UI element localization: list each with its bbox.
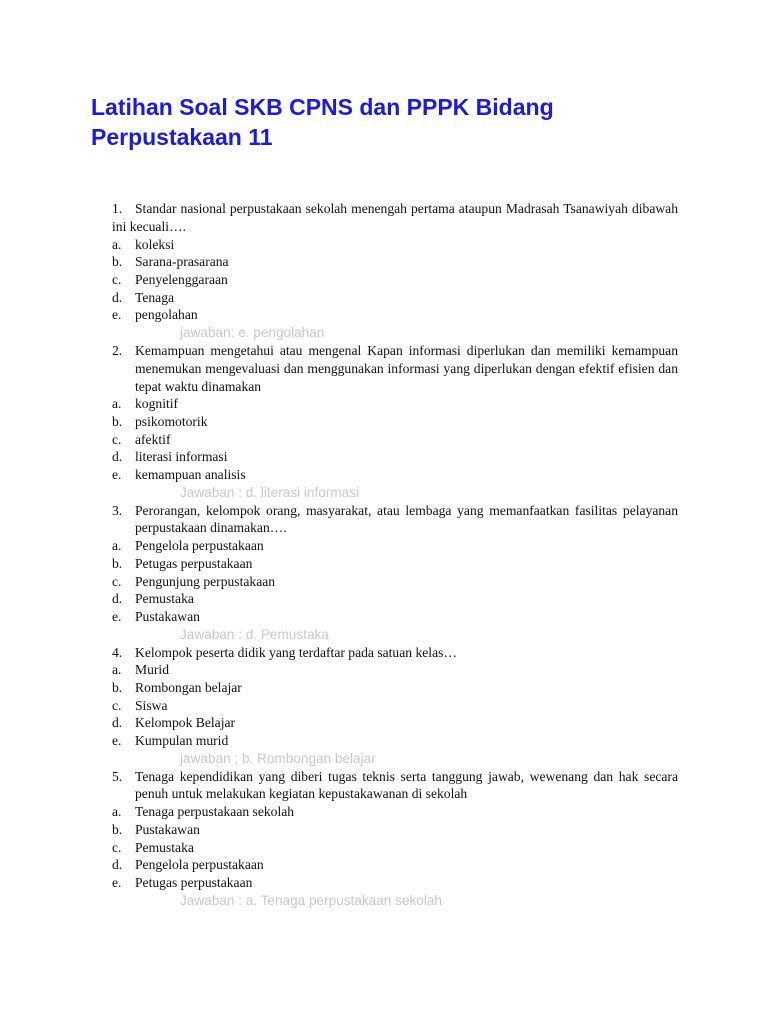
option-text: Rombongan belajar (135, 680, 242, 696)
answer-key: Jawaban : d. Pemustaka (180, 626, 329, 642)
answer-option (112, 697, 678, 715)
answer-option (112, 448, 678, 466)
question-stem (112, 200, 678, 236)
answer-option (112, 289, 678, 307)
answer-option (112, 821, 678, 839)
answer-option (112, 661, 678, 679)
answer-option (112, 874, 678, 892)
question-text: Perorangan, kelompok orang, masyarakat, atau lembaga yang memanfaatkan fasilitas pelayanan perpustakaan dinamakan…. (135, 502, 678, 536)
option-letter: b. (112, 414, 123, 429)
option-letter: b. (112, 555, 123, 571)
question-number: 4. (112, 644, 123, 660)
answer-option (112, 573, 678, 591)
answer-option (112, 714, 678, 732)
answer-option (112, 732, 678, 750)
option-text: Kelompok Belajar (135, 715, 236, 731)
answer-key: jawaban: e. pengolahan (180, 325, 325, 341)
answer-option (112, 413, 678, 431)
option-letter: e. (112, 467, 122, 483)
option-text: Tenaga (135, 289, 175, 305)
option-text: kemampuan analisis (135, 467, 246, 483)
question-number: 5. (112, 768, 123, 784)
question-stem (112, 502, 678, 538)
answer-option (112, 555, 678, 573)
question-number: 3. (112, 502, 123, 518)
option-letter: c. (112, 839, 122, 855)
question-item (112, 342, 678, 502)
option-letter: a. (112, 236, 122, 252)
answer-option (112, 679, 678, 697)
option-letter: d. (112, 857, 123, 873)
option-letter: d. (112, 289, 123, 305)
option-letter: a. (112, 804, 122, 820)
page-title: Latihan Soal SKB CPNS dan PPPK Bidang Perpustakaan 11 (91, 94, 554, 150)
option-text: Pengelola perpustakaan (135, 538, 264, 554)
question-item (112, 200, 678, 342)
question-item (112, 502, 678, 644)
question-stem (112, 644, 678, 662)
answer-option (112, 271, 678, 289)
option-text: Pengelola perpustakaan (135, 857, 264, 873)
option-letter: e. (112, 609, 122, 625)
option-letter: e. (112, 733, 122, 749)
option-letter: d. (112, 449, 123, 465)
option-letter: c. (112, 573, 122, 589)
option-text: Pustakawan (135, 821, 200, 837)
option-text: Sarana-prasarana (135, 254, 229, 270)
answer-option (112, 395, 678, 413)
answer-option (112, 466, 678, 484)
option-text: Pemustaka (135, 591, 194, 607)
option-text: Penyelenggaraan (135, 272, 228, 287)
option-text: Pengunjung perpustakaan (135, 573, 276, 589)
question-item (112, 768, 678, 910)
option-letter: b. (112, 254, 123, 270)
option-text: Pustakawan (135, 609, 200, 625)
option-text: koleksi (135, 236, 175, 252)
answer-option (112, 590, 678, 608)
question-stem (112, 768, 678, 804)
answer-option (112, 803, 678, 821)
answer-option (112, 856, 678, 874)
option-letter: e. (112, 307, 122, 323)
answer-key: jawaban ; b. Rombongan belajar (180, 750, 376, 766)
answer-option (112, 839, 678, 857)
option-letter: e. (112, 875, 122, 891)
option-letter: b. (112, 821, 123, 837)
option-letter: d. (112, 591, 123, 607)
option-text: literasi informasi (135, 449, 228, 465)
answer-option (112, 306, 678, 324)
question-text: Kemampuan mengetahui atau mengenal Kapan informasi diperlukan dan memiliki kemampuan menemukan mengevaluasi dan menggunakan informasi yang diperlukan dengan efektif efisien dan tepat waktu dinamakan (135, 342, 678, 394)
answer-option (112, 253, 678, 271)
answer-key: Jawaban : d. literasi informasi (180, 484, 360, 500)
option-letter: b. (112, 680, 123, 696)
answer-key: Jawaban : a. Tenaga perpustakaan sekolah (180, 892, 442, 908)
option-letter: d. (112, 715, 123, 731)
option-text: Tenaga perpustakaan sekolah (135, 804, 295, 820)
option-text: pengolahan (135, 307, 198, 323)
answer-option (112, 236, 678, 254)
answer-option (112, 431, 678, 449)
answer-option (112, 608, 678, 626)
question-text: Kelompok peserta didik yang terdaftar pada satuan kelas… (135, 644, 457, 660)
option-text: kognitif (135, 396, 179, 412)
question-item (112, 644, 678, 768)
option-text: Siswa (135, 697, 168, 713)
question-stem (112, 342, 678, 395)
question-text: Standar nasional perpustakaan sekolah menengah pertama ataupun Madrasah Tsanawiyah dibawah ini kecuali…. (112, 201, 678, 234)
option-text: Petugas perpustakaan (135, 875, 253, 891)
option-letter: c. (112, 697, 122, 713)
option-letter: a. (112, 662, 122, 678)
option-text: Pemustaka (135, 839, 194, 855)
option-text: Kumpulan murid (135, 733, 229, 749)
question-number: 1. (112, 201, 123, 216)
option-text: afektif (135, 431, 171, 447)
option-letter: a. (112, 396, 122, 412)
question-text: Tenaga kependidikan yang diberi tugas teknis serta tanggung jawab, wewenang dan hak secara penuh untuk melakukan kegiatan kepustakawanan di sekolah (135, 768, 678, 802)
option-letter: c. (112, 431, 122, 447)
answer-option (112, 537, 678, 555)
option-text: Petugas perpustakaan (135, 555, 253, 571)
question-number: 2. (112, 342, 123, 358)
option-letter: c. (112, 272, 122, 287)
option-text: Murid (135, 662, 169, 678)
question-list (112, 200, 678, 910)
option-text: psikomotorik (135, 414, 208, 429)
option-letter: a. (112, 538, 122, 554)
